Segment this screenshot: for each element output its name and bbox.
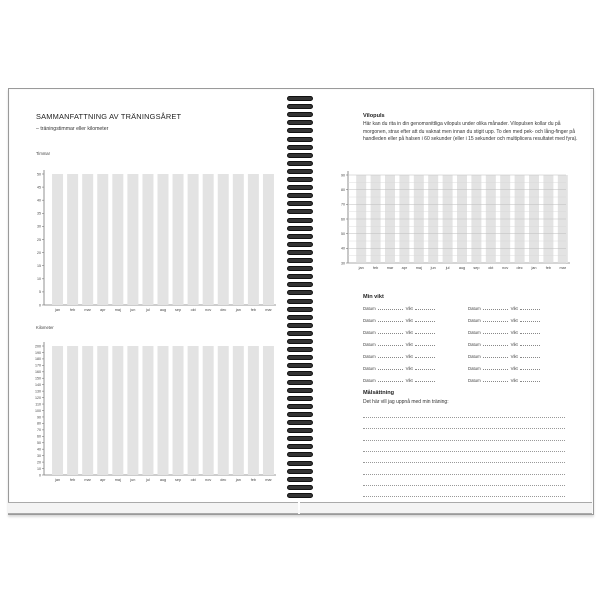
binding-ring bbox=[287, 120, 313, 125]
x-tick-label: dec bbox=[516, 266, 523, 270]
date-label: Datum bbox=[363, 354, 376, 359]
binding-ring bbox=[287, 161, 313, 166]
vilopuls-chart bbox=[330, 163, 580, 280]
binding-ring bbox=[287, 380, 313, 385]
x-tick-label: nov bbox=[502, 266, 509, 270]
binding-ring bbox=[287, 258, 313, 263]
y-tick-label: 130 bbox=[35, 389, 41, 394]
weight-entry[interactable] bbox=[363, 330, 435, 335]
date-field[interactable] bbox=[483, 342, 508, 346]
y-tick-label: 70 bbox=[37, 428, 41, 433]
x-tick-label: maj bbox=[415, 266, 422, 270]
goal-text: Det här vill jag uppnå med min träning: bbox=[363, 399, 449, 405]
bar bbox=[97, 174, 108, 305]
weight-field[interactable] bbox=[415, 378, 435, 382]
weight-label: Vikt bbox=[510, 318, 518, 323]
y-tick-label: 30 bbox=[341, 261, 345, 266]
y-tick-label: 30 bbox=[37, 224, 41, 229]
x-tick-label: jul bbox=[445, 266, 450, 270]
bar bbox=[173, 346, 184, 475]
y-tick-label: 5 bbox=[39, 290, 41, 295]
weight-field[interactable] bbox=[520, 366, 540, 370]
weight-entry[interactable] bbox=[468, 330, 540, 335]
page-title: SAMMANFATTNING AV TRÄNINGSÅRET bbox=[36, 112, 182, 121]
y-tick-label: 50 bbox=[37, 172, 41, 177]
bar bbox=[52, 174, 63, 305]
x-tick-label: mar bbox=[265, 478, 272, 482]
x-tick-label: jun bbox=[130, 478, 136, 482]
date-label: Datum bbox=[468, 318, 481, 323]
y-tick-label: 40 bbox=[341, 246, 345, 251]
binding-ring bbox=[287, 339, 313, 344]
x-tick-label: jan bbox=[531, 266, 537, 270]
date-field[interactable] bbox=[378, 366, 403, 370]
bar bbox=[82, 174, 93, 305]
y-tick-label: 120 bbox=[35, 395, 41, 400]
date-label: Datum bbox=[468, 306, 481, 311]
x-tick-label: mar bbox=[265, 308, 272, 312]
weight-field[interactable] bbox=[520, 342, 540, 346]
date-label: Datum bbox=[363, 318, 376, 323]
y-tick-label: 50 bbox=[341, 231, 345, 236]
vilopuls-text: Här kan du rita in din genomsnittliga vilopuls under olika månader. Vilopulsen kollar du på morgonen, strax efter att du vaknat men innan du stigit upp. To den med pek- och lång-finger på handleden eller på halsen i 60 sekunder (eller i 15 sekunder och multiplicera resultatet med fyra). bbox=[363, 121, 578, 143]
y-axis-label: Kilometer bbox=[36, 325, 54, 330]
weight-label: Vikt bbox=[510, 354, 518, 359]
bar bbox=[233, 174, 244, 305]
x-tick-label: dec bbox=[220, 308, 227, 312]
x-tick-label: maj bbox=[114, 308, 121, 312]
cover-edge-right bbox=[300, 502, 592, 514]
bar bbox=[203, 174, 214, 305]
y-tick-label: 70 bbox=[341, 202, 345, 207]
goal-writing-line[interactable] bbox=[363, 485, 565, 486]
weight-label: Vikt bbox=[405, 378, 413, 383]
bar bbox=[158, 346, 169, 475]
y-tick-label: 150 bbox=[35, 376, 41, 381]
date-field[interactable] bbox=[483, 318, 508, 322]
weight-entry[interactable] bbox=[363, 378, 435, 383]
x-tick-label: jun bbox=[430, 266, 436, 270]
binding-ring bbox=[287, 436, 313, 441]
binding-ring bbox=[287, 218, 313, 223]
binding-ring bbox=[287, 299, 313, 304]
x-tick-label: apr bbox=[99, 478, 106, 482]
binding-ring bbox=[287, 145, 313, 150]
km-chart bbox=[30, 320, 280, 492]
bar bbox=[188, 346, 199, 475]
binding-ring bbox=[287, 193, 313, 198]
y-tick-label: 15 bbox=[37, 264, 41, 268]
bar bbox=[142, 174, 153, 305]
binding-ring bbox=[287, 177, 313, 182]
bar bbox=[67, 174, 78, 305]
weight-field[interactable] bbox=[415, 330, 435, 334]
x-tick-label: jan bbox=[235, 478, 241, 482]
y-tick-label: 10 bbox=[37, 466, 41, 471]
date-field[interactable] bbox=[483, 330, 508, 334]
x-tick-label: jan bbox=[358, 266, 364, 270]
goal-writing-line[interactable] bbox=[363, 451, 565, 452]
x-tick-label: apr bbox=[99, 308, 106, 312]
bar bbox=[112, 174, 123, 305]
goal-writing-line[interactable] bbox=[363, 496, 565, 497]
bar bbox=[248, 174, 259, 305]
y-tick-label: 60 bbox=[37, 434, 41, 439]
binding-ring bbox=[287, 250, 313, 255]
weight-field[interactable] bbox=[520, 318, 540, 322]
bar bbox=[188, 174, 199, 305]
y-tick-label: 90 bbox=[37, 415, 41, 420]
weight-entry[interactable] bbox=[363, 366, 435, 371]
binding-ring bbox=[287, 461, 313, 466]
y-axis-label: Timmar bbox=[36, 151, 51, 156]
x-tick-label: feb bbox=[69, 478, 76, 482]
y-tick-label: 110 bbox=[35, 402, 41, 407]
weight-entry[interactable] bbox=[468, 318, 540, 323]
x-tick-label: jan bbox=[235, 308, 241, 312]
weight-label: Vikt bbox=[510, 306, 518, 311]
date-field[interactable] bbox=[378, 318, 403, 322]
y-tick-label: 170 bbox=[35, 363, 41, 368]
binding-ring bbox=[287, 347, 313, 352]
bar bbox=[82, 346, 93, 475]
binding-ring bbox=[287, 315, 313, 320]
x-tick-label: sep bbox=[175, 308, 182, 312]
x-tick-label: maj bbox=[114, 478, 121, 482]
x-tick-label: jan bbox=[54, 308, 61, 312]
goal-heading: Målsättning bbox=[363, 390, 395, 396]
right-page bbox=[310, 90, 590, 510]
date-field[interactable] bbox=[378, 378, 403, 382]
y-tick-label: 10 bbox=[37, 277, 41, 282]
x-tick-label: okt bbox=[190, 478, 196, 482]
weight-entry[interactable] bbox=[468, 306, 540, 311]
goal-writing-line[interactable] bbox=[363, 474, 565, 475]
y-tick-label: 190 bbox=[35, 350, 41, 355]
weight-label: Vikt bbox=[510, 342, 518, 347]
binding-ring bbox=[287, 282, 313, 287]
x-tick-label: jul bbox=[146, 478, 150, 482]
weight-label: Vikt bbox=[405, 366, 413, 371]
date-field[interactable] bbox=[378, 354, 403, 358]
date-field[interactable] bbox=[378, 306, 403, 310]
y-tick-label: 160 bbox=[35, 370, 41, 375]
binding-ring bbox=[287, 355, 313, 360]
bar bbox=[203, 346, 214, 475]
date-field[interactable] bbox=[483, 354, 508, 358]
weight-label: Vikt bbox=[510, 378, 518, 383]
x-tick-label: mar bbox=[386, 266, 394, 270]
date-field[interactable] bbox=[483, 378, 508, 382]
bar bbox=[173, 174, 184, 305]
y-tick-label: 90 bbox=[341, 173, 345, 178]
date-field[interactable] bbox=[378, 342, 403, 346]
binding-ring bbox=[287, 274, 313, 279]
weight-entry[interactable] bbox=[468, 378, 540, 383]
binding-ring bbox=[287, 185, 313, 190]
x-tick-label: mar bbox=[84, 478, 91, 482]
bar bbox=[67, 346, 78, 475]
date-label: Datum bbox=[363, 378, 376, 383]
y-tick-label: 200 bbox=[35, 344, 41, 349]
weight-entry[interactable] bbox=[363, 342, 435, 347]
binding-ring bbox=[287, 169, 313, 174]
weight-field[interactable] bbox=[520, 378, 540, 382]
x-tick-label: okt bbox=[190, 308, 196, 312]
binding-ring bbox=[287, 128, 313, 133]
bar bbox=[218, 346, 229, 475]
date-label: Datum bbox=[363, 342, 376, 347]
binding-ring bbox=[287, 96, 313, 101]
y-tick-label: 100 bbox=[35, 408, 41, 413]
binding-ring bbox=[287, 242, 313, 247]
date-field[interactable] bbox=[483, 306, 508, 310]
goal-writing-line[interactable] bbox=[363, 462, 565, 463]
binding-ring bbox=[287, 444, 313, 449]
binding-ring bbox=[287, 234, 313, 239]
date-label: Datum bbox=[468, 354, 481, 359]
weight-field[interactable] bbox=[415, 354, 435, 358]
bar bbox=[233, 346, 244, 475]
y-tick-label: 25 bbox=[37, 237, 41, 242]
binding-ring bbox=[287, 493, 313, 498]
x-tick-label: feb bbox=[545, 266, 552, 270]
page-subtitle: – träningstimmar eller kilometer bbox=[36, 126, 109, 132]
bar bbox=[97, 346, 108, 475]
bar bbox=[52, 346, 63, 475]
weight-label: Vikt bbox=[405, 318, 413, 323]
binding-ring bbox=[287, 266, 313, 271]
binding-ring bbox=[287, 428, 313, 433]
binding-ring bbox=[287, 485, 313, 490]
x-tick-label: nov bbox=[205, 308, 212, 312]
date-label: Datum bbox=[363, 330, 376, 335]
date-label: Datum bbox=[468, 330, 481, 335]
y-tick-label: 140 bbox=[35, 383, 41, 387]
weight-field[interactable] bbox=[520, 330, 540, 334]
x-tick-label: okt bbox=[488, 266, 494, 270]
bar bbox=[263, 174, 274, 305]
weight-heading: Min vikt bbox=[363, 294, 384, 300]
goal-writing-line[interactable] bbox=[363, 440, 565, 441]
y-tick-label: 40 bbox=[37, 198, 41, 203]
binding-ring bbox=[287, 396, 313, 401]
weight-entry[interactable] bbox=[468, 354, 540, 359]
x-tick-label: aug bbox=[159, 308, 167, 312]
binding-ring bbox=[287, 201, 313, 206]
binding-ring bbox=[287, 290, 313, 295]
date-field[interactable] bbox=[378, 330, 403, 334]
hours-chart bbox=[30, 150, 280, 320]
date-label: Datum bbox=[468, 342, 481, 347]
y-tick-label: 180 bbox=[35, 357, 41, 362]
goal-writing-line[interactable] bbox=[363, 428, 565, 429]
weight-entry[interactable] bbox=[363, 354, 435, 359]
bar bbox=[112, 346, 123, 475]
x-tick-label: mar bbox=[559, 266, 567, 270]
binding-ring bbox=[287, 371, 313, 376]
bar bbox=[158, 174, 169, 305]
y-tick-label: 20 bbox=[37, 250, 41, 255]
binding-ring bbox=[287, 323, 313, 328]
y-tick-label: 35 bbox=[37, 211, 41, 216]
x-tick-label: feb bbox=[250, 478, 257, 482]
date-label: Datum bbox=[468, 366, 481, 371]
binding-ring bbox=[287, 404, 313, 409]
x-tick-label: sep bbox=[175, 478, 182, 482]
x-tick-label: jun bbox=[130, 308, 136, 312]
y-tick-label: 50 bbox=[37, 441, 41, 446]
y-tick-label: 60 bbox=[341, 217, 345, 222]
weight-label: Vikt bbox=[510, 366, 518, 371]
binding-ring bbox=[287, 137, 313, 142]
bar bbox=[263, 346, 274, 475]
x-tick-label: jul bbox=[146, 308, 150, 312]
bar bbox=[142, 346, 153, 475]
binding-ring bbox=[287, 363, 313, 368]
bar bbox=[218, 174, 229, 305]
y-tick-label: 0 bbox=[39, 473, 41, 478]
x-tick-label: feb bbox=[250, 308, 257, 312]
binding-ring bbox=[287, 226, 313, 231]
x-tick-label: aug bbox=[458, 266, 466, 270]
weight-entry[interactable] bbox=[468, 342, 540, 347]
y-tick-label: 30 bbox=[37, 453, 41, 458]
y-tick-label: 20 bbox=[37, 460, 41, 465]
goal-writing-line[interactable] bbox=[363, 417, 565, 418]
weight-entry[interactable] bbox=[468, 366, 540, 371]
binding-ring bbox=[287, 388, 313, 393]
bar bbox=[248, 346, 259, 475]
weight-label: Vikt bbox=[405, 354, 413, 359]
x-tick-label: jan bbox=[54, 478, 61, 482]
weight-field[interactable] bbox=[415, 366, 435, 370]
x-tick-label: apr bbox=[401, 266, 408, 270]
binding-ring bbox=[287, 469, 313, 474]
weight-label: Vikt bbox=[405, 306, 413, 311]
x-tick-label: dec bbox=[220, 478, 227, 482]
binding-ring bbox=[287, 112, 313, 117]
weight-entry[interactable] bbox=[363, 306, 435, 311]
y-tick-label: 80 bbox=[341, 187, 345, 192]
y-tick-label: 80 bbox=[37, 421, 41, 426]
binding-ring bbox=[287, 104, 313, 109]
binding-ring bbox=[287, 331, 313, 336]
weight-label: Vikt bbox=[405, 330, 413, 335]
date-label: Datum bbox=[468, 378, 481, 383]
x-tick-label: aug bbox=[159, 478, 167, 482]
weight-field[interactable] bbox=[520, 354, 540, 358]
weight-label: Vikt bbox=[405, 342, 413, 347]
weight-entry[interactable] bbox=[363, 318, 435, 323]
x-tick-label: mar bbox=[84, 308, 91, 312]
x-tick-label: feb bbox=[69, 308, 76, 312]
binding-ring bbox=[287, 307, 313, 312]
weight-field[interactable] bbox=[520, 306, 540, 310]
binding-ring bbox=[287, 420, 313, 425]
binding-ring bbox=[287, 452, 313, 457]
y-tick-label: 45 bbox=[37, 185, 41, 190]
binding-ring bbox=[287, 477, 313, 482]
date-label: Datum bbox=[363, 306, 376, 311]
date-field[interactable] bbox=[483, 366, 508, 370]
y-tick-label: 40 bbox=[37, 447, 41, 452]
weight-field[interactable] bbox=[415, 318, 435, 322]
bar bbox=[127, 346, 138, 475]
binding-ring bbox=[287, 209, 313, 214]
x-tick-label: feb bbox=[372, 266, 379, 270]
weight-field[interactable] bbox=[415, 306, 435, 310]
binding-ring bbox=[287, 412, 313, 417]
weight-label: Vikt bbox=[510, 330, 518, 335]
y-tick-label: 0 bbox=[39, 303, 41, 308]
binding-ring bbox=[287, 153, 313, 158]
bar bbox=[127, 174, 138, 305]
x-tick-label: nov bbox=[205, 478, 212, 482]
vilopuls-heading: Vilopuls bbox=[363, 113, 385, 119]
x-tick-label: sep bbox=[473, 266, 480, 270]
cover-edge-left bbox=[8, 502, 298, 514]
weight-field[interactable] bbox=[415, 342, 435, 346]
date-label: Datum bbox=[363, 366, 376, 371]
